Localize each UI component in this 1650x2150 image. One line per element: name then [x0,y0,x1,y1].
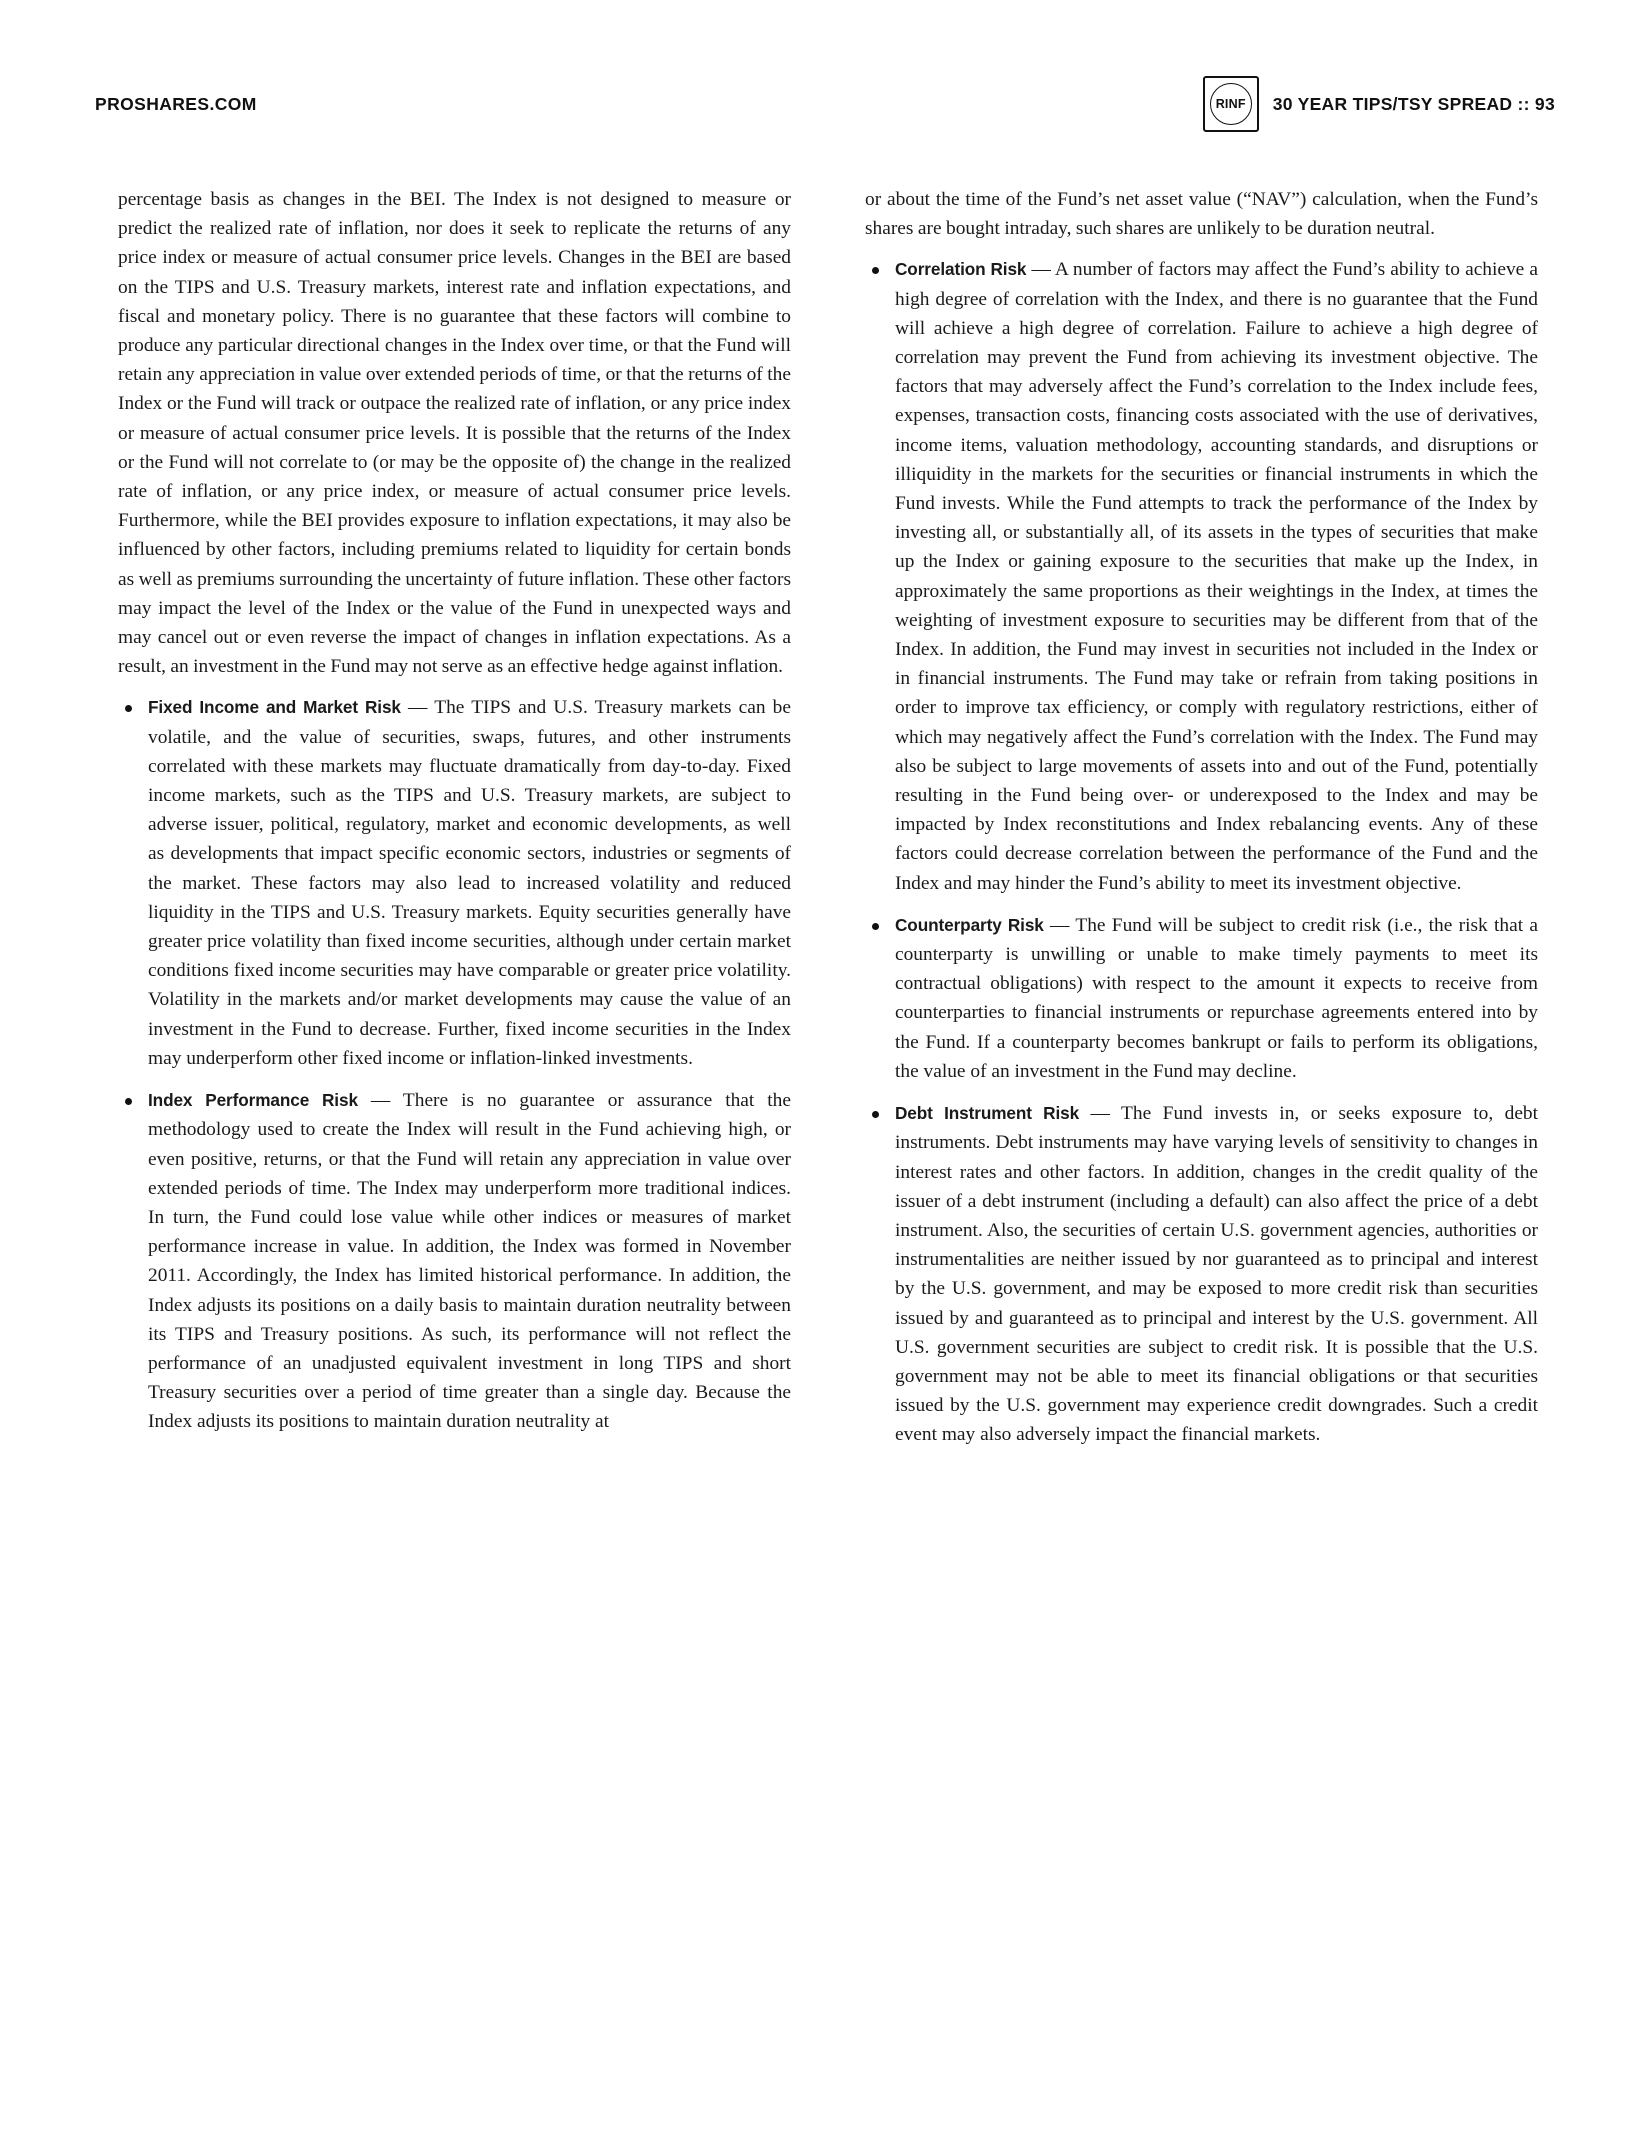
header-right-group [1203,76,1555,132]
list-item [865,911,1538,1086]
risk-term: Correlation Risk [895,259,1027,280]
risk-term: Counterparty Risk [895,914,1044,935]
risk-term: Index Performance Risk [148,1090,358,1111]
right-column [865,185,1538,1463]
two-column-body [118,185,1538,1463]
risk-description: — The TIPS and U.S. Treasury markets can be volatile, and the value of securities, swaps, futures, and other instruments correlated with these markets may fluctuate dramatically from day-to-day. Fixed income markets, such as the TIPS and U.S. Treasury markets, are subject to adverse issuer, political, regulatory, market and economic developments, as well as developments that impact specific economic sectors, industries or segments of the market. These factors may also lead to increased volatility and reduced liquidity in the TIPS and U.S. Treasury markets. Equity securities generally have greater price volatility than fixed income securities, although under certain market conditions fixed income securities may have comparable or greater price volatility. Volatility in the markets and/or market developments may cause the value of an investment in the Fund to decrease. Further, fixed income securities in the Index may underperform other fixed income or inflation-linked investments. [148,697,791,1069]
left-column [118,185,791,1463]
page-title: 30 YEAR TIPS/TSY SPREAD :: 93 [1272,93,1555,114]
ticker-badge [1203,76,1259,132]
list-item [118,693,791,1073]
site-url: PROSHARES.COM [95,93,257,114]
page-header [95,78,1555,130]
ticker-symbol: RINF [1210,83,1252,125]
risk-description: — A number of factors may affect the Fund’s ability to achieve a high degree of correlation with the Index, and there is no guarantee that the Fund will achieve a high degree of correlation. Failure to achieve a high degree of correlation may prevent the Fund from achieving its investment objective. The factors that may adversely affect the Fund’s correlation to the Index include fees, expenses, transaction costs, financing costs associated with the use of derivatives, income items, valuation methodology, accounting standards, and disruptions or illiquidity in the markets for the securities or financial instruments in which the Fund invests. While the Fund attempts to track the performance of the Index by investing all, or substantially all, of its assets in the types of securities that make up the Index or gaining exposure to the securities that make up the Index, in approximately the same proportions as their weightings in the Index, at times the weighting of investment exposure to securities may be different from that of the Index. In addition, the Fund may invest in securities not included in the Index or in financial instruments. The Fund may take or refrain from taking positions in order to improve tax efficiency, or comply with regulatory restrictions, either of which may negatively affect the Fund’s correlation with the Index. The Fund may also be subject to large movements of assets into and out of the Fund, potentially resulting in the Fund being over- or underexposed to the Index and may be impacted by Index reconstitutions and Index rebalancing events. Any of these factors could decrease correlation between the performance of the Fund and the Index and may hinder the Fund’s ability to meet its investment objective. [895,259,1538,894]
risk-description: — The Fund will be subject to credit risk (i.e., the risk that a counterparty is unwilling or unable to make timely payments to meet its contractual obligations) with respect to the amount it expects to receive from counterparties to financial instruments or repurchase agreements entered into by the Fund. If a counterparty becomes bankrupt or fails to perform its obligations, the value of an investment in the Fund may decline. [895,914,1538,1082]
list-item [865,255,1538,897]
risk-bullet-list-left [118,693,791,1436]
risk-bullet-list-right [865,255,1538,1449]
risk-term: Debt Instrument Risk [895,1103,1080,1124]
list-item [865,1099,1538,1449]
list-item [118,1086,791,1436]
continued-paragraph: percentage basis as changes in the BEI. The Index is not designed to measure or predict the realized rate of inflation, nor does it seek to replicate the returns of any price index or measure of actual consumer price levels. Changes in the BEI are based on the TIPS and U.S. Treasury markets, interest rate and inflation expectations, and fiscal and monetary policy. There is no guarantee that these factors will combine to produce any particular directional changes in the Index over time, or that the Fund will retain any appreciation in value over extended periods of time, or that the returns of the Index or the Fund will track or outpace the realized rate of inflation, or any price index or measure of actual consumer price levels. It is possible that the returns of the Index or the Fund will not correlate to (or may be the opposite of) the change in the realized rate of inflation, or any price index, or measure of actual consumer price levels. Furthermore, while the BEI provides exposure to inflation expectations, it may also be influenced by other factors, including premiums related to liquidity for certain bonds as well as premiums surrounding the uncertainty of future inflation. These other factors may impact the level of the Index or the value of the Fund in unexpected ways and may cancel out or even reverse the impact of changes in inflation expectations. As a result, an investment in the Fund may not serve as an effective hedge against inflation. [118,189,791,678]
risk-term: Fixed Income and Market Risk [148,697,401,718]
continued-paragraph: or about the time of the Fund’s net asset value (“NAV”) calculation, when the Fund’s shares are bought intraday, such shares are unlikely to be duration neutral. [865,189,1538,240]
risk-description: — The Fund invests in, or seeks exposure to, debt instruments. Debt instruments may have varying levels of sensitivity to changes in interest rates and other factors. In addition, changes in the credit quality of the issuer of a debt instrument (including a default) can also affect the price of a debt instrument. Also, the securities of certain U.S. government agencies, authorities or instrumentalities are neither issued by nor guaranteed as to principal and interest by the U.S. government, and may be exposed to more credit risk than securities issued by and guaranteed as to principal and interest by the U.S. government. All U.S. government securities are subject to credit risk. It is possible that the U.S. government may not be able to meet its financial obligations or that securities issued by the U.S. government may experience credit downgrades. Such a credit event may also adversely impact the financial markets. [895,1103,1539,1446]
risk-description: — There is no guarantee or assurance that the methodology used to create the Index will result in the Fund achieving high, or even positive, returns, or that the Fund will retain any appreciation in value over extended periods of time. The Index may underperform more traditional indices. In turn, the Fund could lose value while other indices or measures of market performance increase in value. In addition, the Index was formed in November 2011. Accordingly, the Index has limited historical performance. In addition, the Index adjusts its positions on a daily basis to maintain duration neutrality between its TIPS and Treasury positions. As such, its performance will not reflect the performance of an unadjusted equivalent investment in long TIPS and short Treasury securities over a period of time greater than a single day. Because the Index adjusts its positions to maintain duration neutrality at [148,1090,791,1433]
